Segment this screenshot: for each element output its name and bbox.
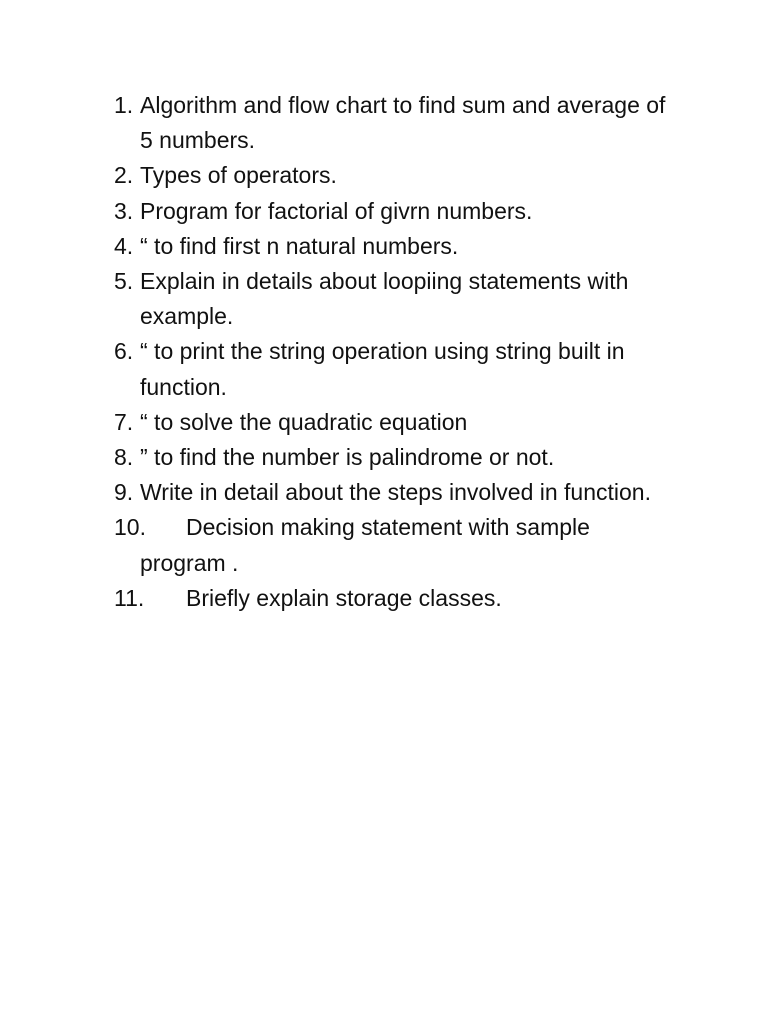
question-item-11 bbox=[114, 581, 674, 616]
question-text: “ to find first n natural numbers. bbox=[140, 232, 459, 259]
question-text: Algorithm and flow chart to find sum and average of 5 numbers. bbox=[140, 92, 666, 154]
question-number: 5. bbox=[114, 268, 134, 295]
question-number: 9. bbox=[114, 479, 134, 506]
question-item-1 bbox=[114, 88, 674, 158]
question-text: Decision making statement with sample program . bbox=[140, 514, 590, 576]
question-number: 11. bbox=[114, 584, 145, 611]
question-item-4 bbox=[114, 229, 674, 264]
question-text: Types of operators. bbox=[140, 162, 337, 189]
question-text: “ to solve the quadratic equation bbox=[140, 408, 468, 435]
question-item-2 bbox=[114, 158, 674, 193]
question-number: 1. bbox=[114, 92, 134, 118]
question-item-10 bbox=[114, 510, 674, 580]
question-text: Explain in details about loopiing statements with example. bbox=[140, 268, 629, 330]
question-number: 7. bbox=[114, 408, 134, 435]
question-number: 3. bbox=[114, 197, 134, 224]
question-item-9 bbox=[114, 475, 674, 510]
question-number: 6. bbox=[114, 338, 134, 365]
question-number: 4. bbox=[114, 232, 134, 259]
question-item-7 bbox=[114, 405, 674, 440]
question-text: Briefly explain storage classes. bbox=[186, 584, 502, 611]
question-list bbox=[114, 88, 674, 616]
question-number: 10. bbox=[114, 514, 146, 541]
question-item-3 bbox=[114, 194, 674, 229]
question-text: ” to find the number is palindrome or not. bbox=[140, 444, 555, 471]
question-text: Write in detail about the steps involved in function. bbox=[140, 479, 651, 506]
question-text: “ to print the string operation using string built in function. bbox=[140, 338, 625, 400]
question-text: Program for factorial of givrn numbers. bbox=[140, 197, 533, 224]
question-item-5 bbox=[114, 264, 674, 334]
question-item-6 bbox=[114, 334, 674, 404]
question-number: 2. bbox=[114, 162, 134, 189]
question-item-8 bbox=[114, 440, 674, 475]
question-number: 8. bbox=[114, 444, 134, 471]
